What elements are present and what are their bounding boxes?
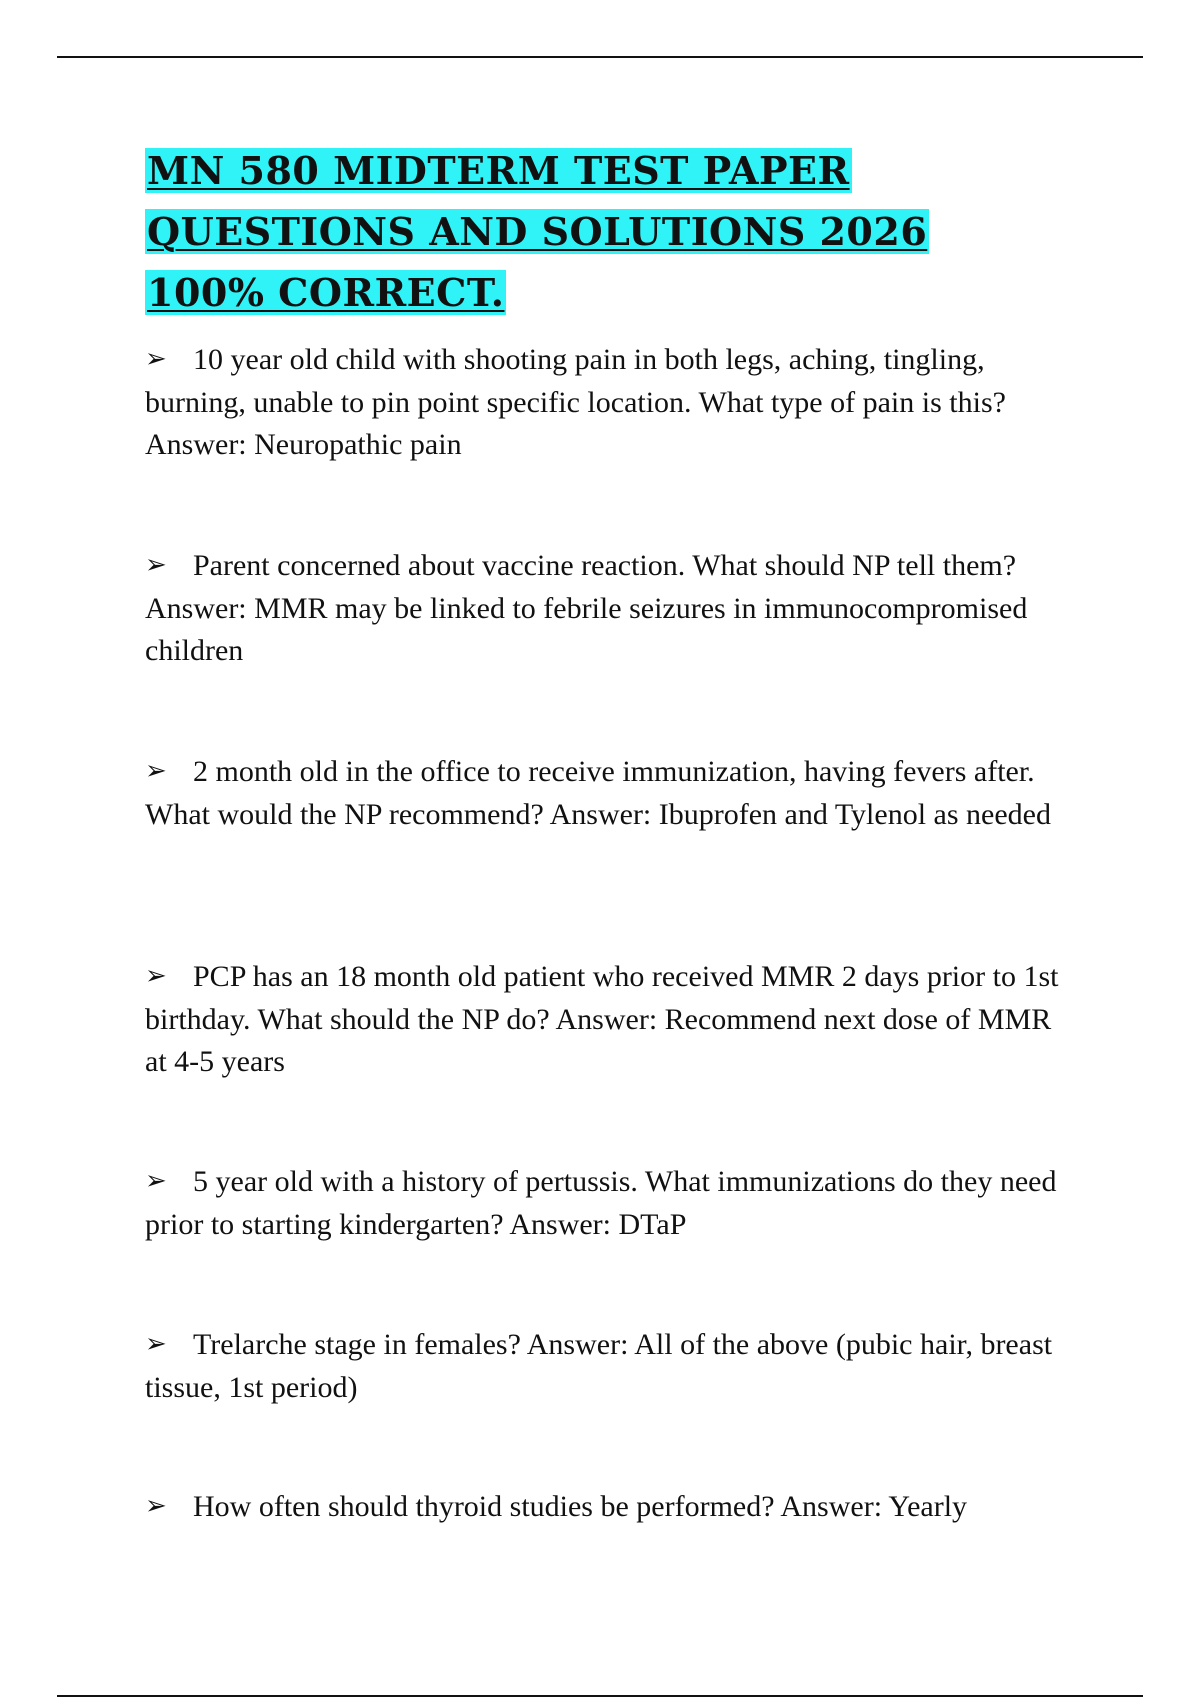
arrowhead-bullet-icon: ➢ bbox=[145, 961, 167, 991]
arrowhead-bullet-icon: ➢ bbox=[145, 344, 167, 374]
top-rule bbox=[57, 56, 1143, 58]
question-text: Trelarche stage in females? Answer: All of the above (pubic hair, breast tissue, 1st period) bbox=[145, 1328, 1053, 1404]
arrowhead-bullet-icon: ➢ bbox=[145, 1491, 167, 1521]
question-item bbox=[145, 338, 1065, 467]
question-text: 2 month old in the office to receive immunization, having fevers after. What would the NP recommend? Answer: Ibuprofen and Tylenol as needed bbox=[145, 755, 1051, 831]
document-title-text: MN 580 MIDTERM TEST PAPER QUESTIONS AND SOLUTIONS 2026 100% CORRECT. bbox=[147, 148, 928, 315]
question-item bbox=[145, 955, 1065, 1084]
arrowhead-bullet-icon: ➢ bbox=[145, 1166, 167, 1196]
question-item bbox=[145, 1323, 1065, 1409]
arrowhead-bullet-icon: ➢ bbox=[145, 1329, 167, 1359]
question-text: How often should thyroid studies be performed? Answer: Yearly bbox=[193, 1490, 968, 1523]
question-text: PCP has an 18 month old patient who received MMR 2 days prior to 1st birthday. What should the NP do? Answer: Recommend next dose of MMR at 4-5 years bbox=[145, 960, 1059, 1078]
arrowhead-bullet-icon: ➢ bbox=[145, 550, 167, 580]
bottom-rule bbox=[57, 1695, 1143, 1697]
question-text: Parent concerned about vaccine reaction. What should NP tell them? Answer: MMR may be linked to febrile seizures in immunocompromised children bbox=[145, 549, 1028, 667]
question-item bbox=[145, 1485, 1065, 1529]
question-text: 10 year old child with shooting pain in both legs, aching, tingling, burning, unable to pin point specific location. What type of pain is this? Answer: Neuropathic pain bbox=[145, 343, 1006, 461]
question-item bbox=[145, 544, 1065, 673]
document-title bbox=[145, 140, 1045, 323]
question-item bbox=[145, 750, 1065, 836]
question-item bbox=[145, 1160, 1065, 1246]
arrowhead-bullet-icon: ➢ bbox=[145, 756, 167, 786]
question-text: 5 year old with a history of pertussis. What immunizations do they need prior to starting kindergarten? Answer: DTaP bbox=[145, 1165, 1057, 1241]
